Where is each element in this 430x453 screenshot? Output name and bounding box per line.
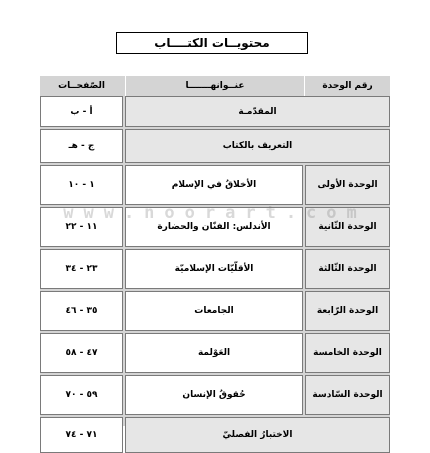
final-title-cell: الاختبارُ الفصليّ xyxy=(125,417,390,453)
unit-title-cell: الأندلس: الفنّان والحضارة xyxy=(125,207,303,247)
unit-title-cell: الجامعات xyxy=(125,291,303,331)
unit-title-cell: حُقوقُ الإنسان xyxy=(125,375,303,415)
unit-pages-cell: ٢٣ - ٣٤ xyxy=(40,249,123,289)
intro-title-cell: المقدّمـة xyxy=(125,96,390,127)
unit-pages-cell: ٥٩ - ٧٠ xyxy=(40,375,123,415)
page-title: محتويــات الكتــــاب xyxy=(154,36,270,50)
intro-pages-cell: ج - هـ xyxy=(40,129,123,163)
unit-name-cell: الوحدة الأولى xyxy=(305,165,390,205)
header-title: عنــوانهـــــــا xyxy=(125,76,305,96)
header-unit: رقم الوحدة xyxy=(305,76,390,96)
unit-pages-cell: ٤٧ - ٥٨ xyxy=(40,333,123,373)
unit-name-cell: الوحدة الثّالثة xyxy=(305,249,390,289)
unit-name-cell: الوحدة الرّابعة xyxy=(305,291,390,331)
unit-name-cell: الوحدة الخامسة xyxy=(305,333,390,373)
unit-pages-cell: ٣٥ - ٤٦ xyxy=(40,291,123,331)
final-pages-cell: ٧١ - ٧٤ xyxy=(40,417,123,453)
unit-title-cell: الأخلاقُ في الإسلام xyxy=(125,165,303,205)
intro-title-cell: التعريف بالكتاب xyxy=(125,129,390,163)
unit-name-cell: الوحدة السّادسة xyxy=(305,375,390,415)
header-pages: الصّفحــات xyxy=(40,76,123,96)
unit-title-cell: الأقلّيّات الإسلاميّة xyxy=(125,249,303,289)
watermark: www.noorart.com xyxy=(63,203,367,223)
unit-title-cell: العَوْلمة xyxy=(125,333,303,373)
page-title-box xyxy=(116,32,308,54)
contents-table xyxy=(40,76,390,440)
intro-pages-cell: أ - ب xyxy=(40,96,123,127)
unit-name-cell: الوحدة الثّانية xyxy=(305,207,390,247)
unit-pages-cell: ١ - ١٠ xyxy=(40,165,123,205)
unit-pages-cell: ١١ - ٢٢ xyxy=(40,207,123,247)
